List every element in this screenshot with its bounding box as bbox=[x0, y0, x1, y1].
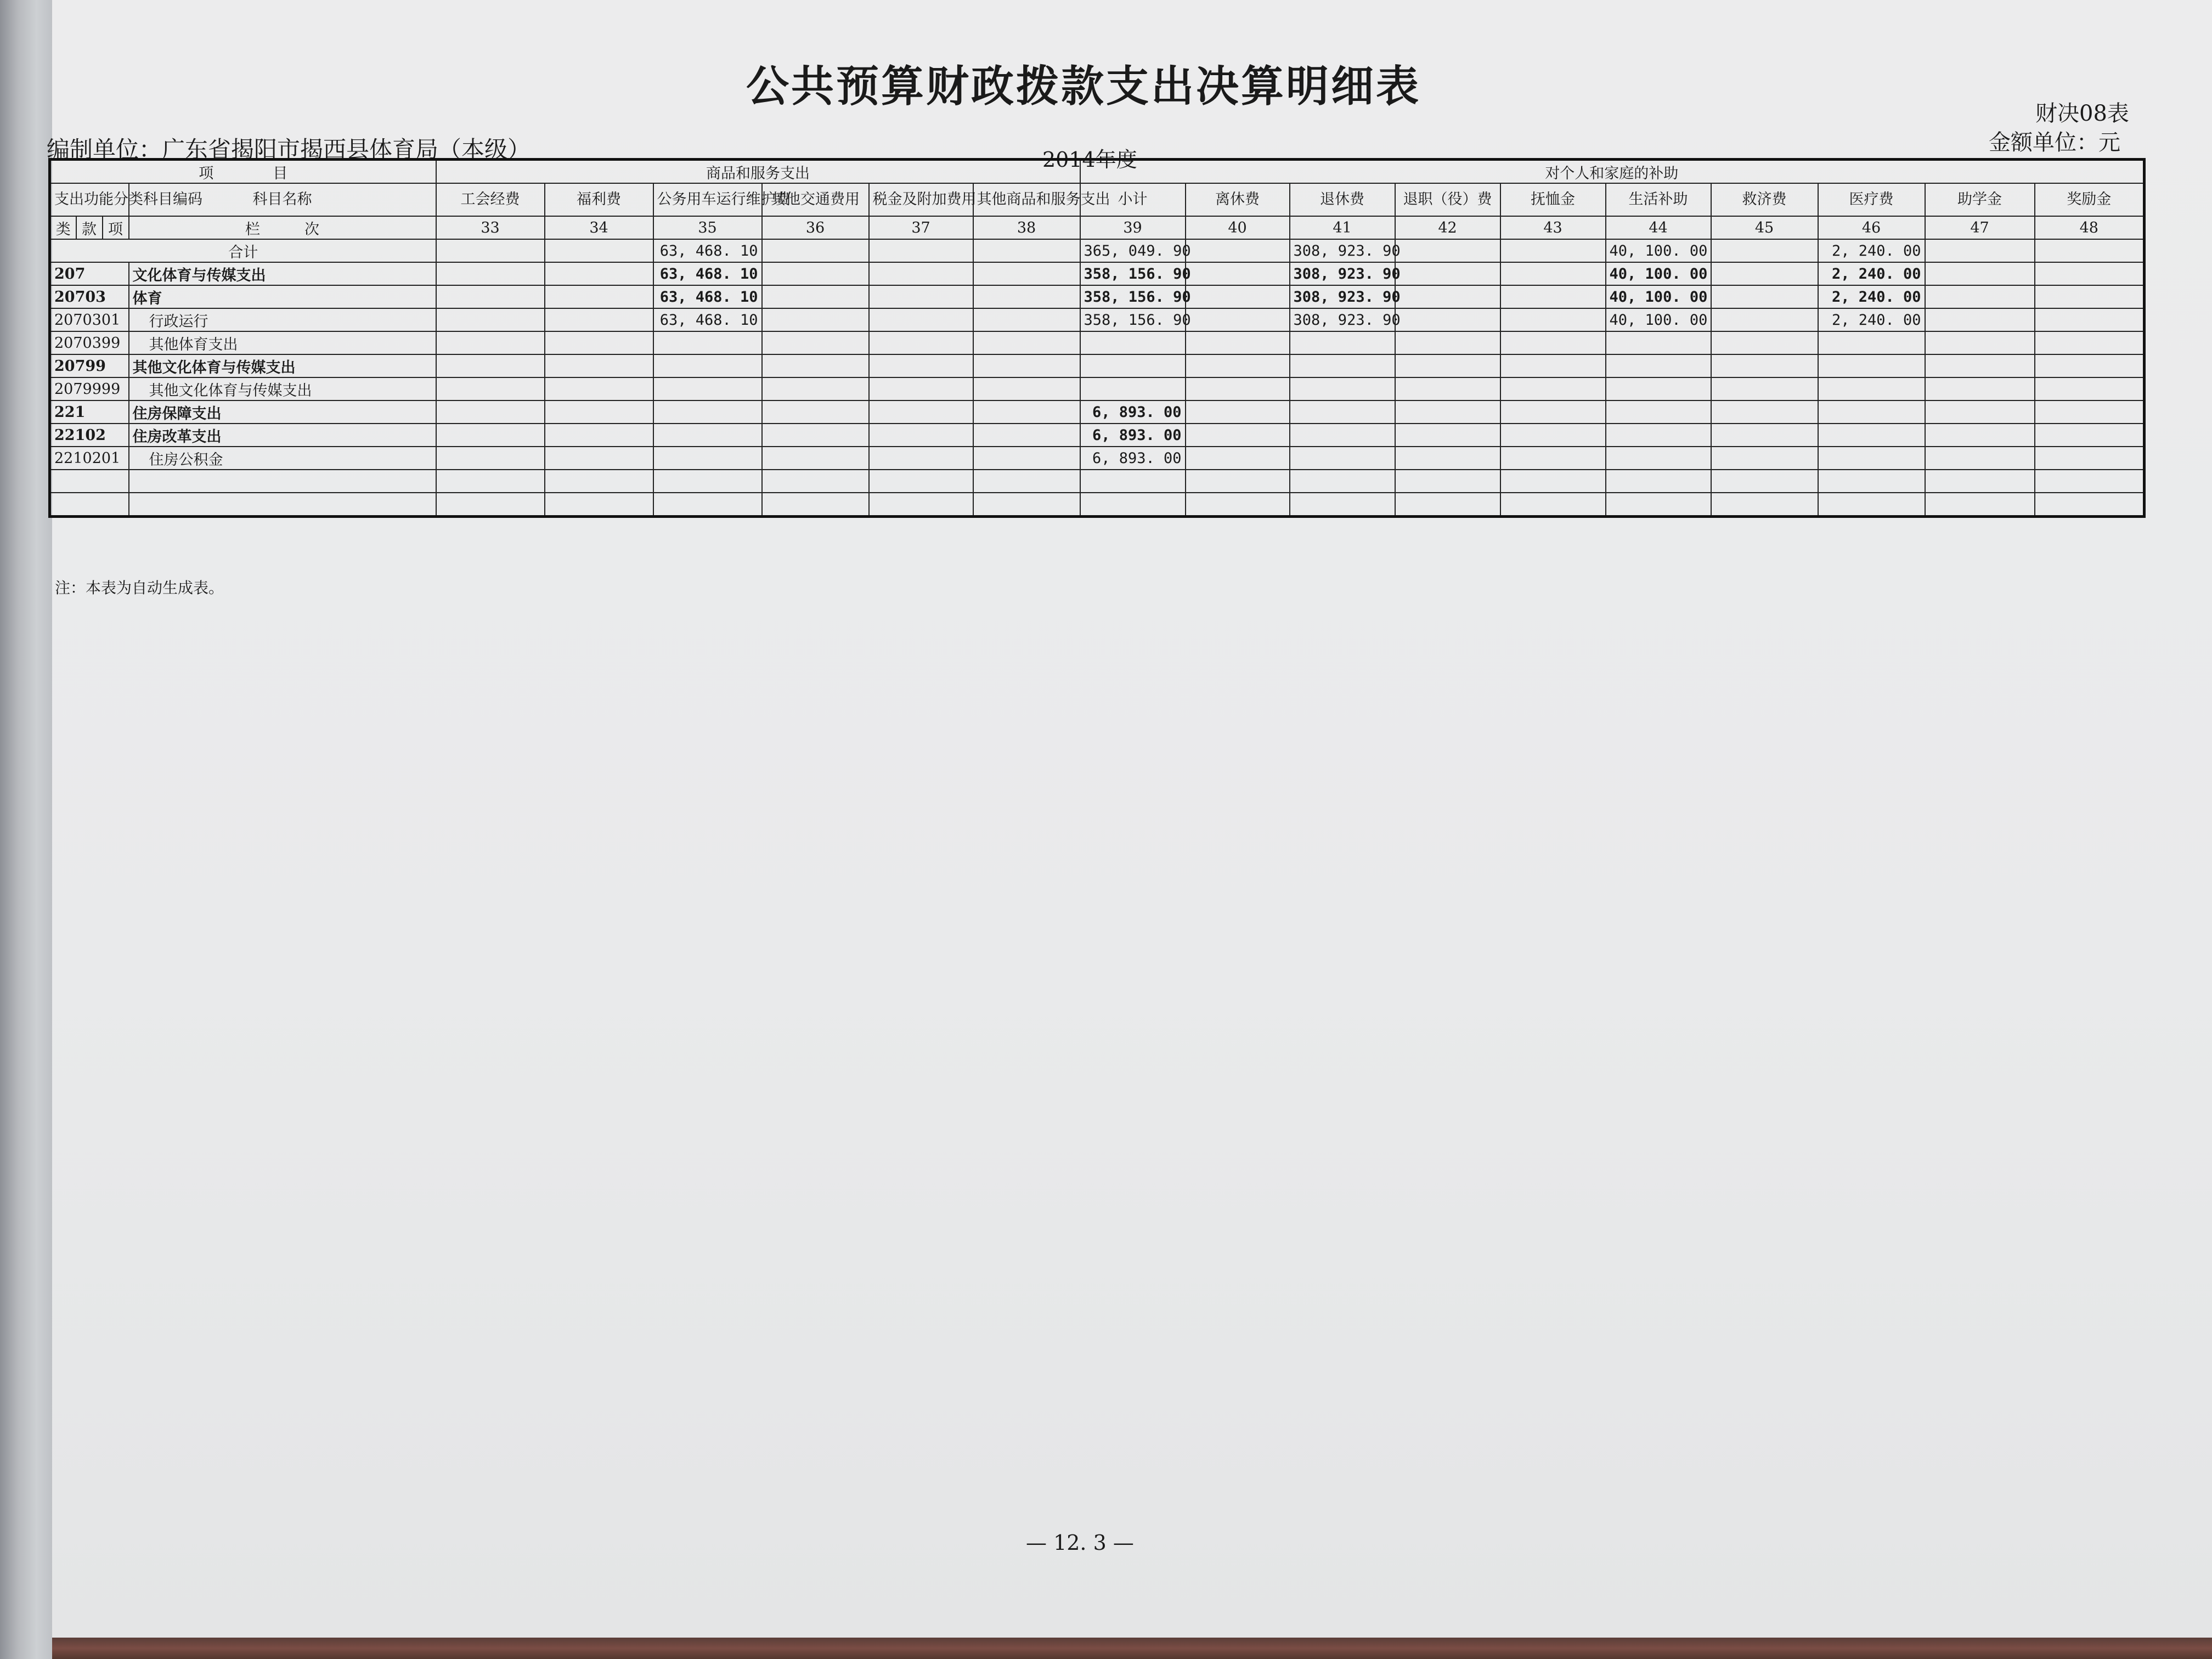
amount-cell bbox=[973, 447, 1080, 470]
amount-cell: 365, 049. 90 bbox=[1080, 239, 1186, 262]
amount-cell bbox=[1500, 354, 1606, 377]
column-number: 40 bbox=[1186, 216, 1290, 239]
amount-cell bbox=[1925, 493, 2035, 517]
amount-cell bbox=[1395, 377, 1500, 400]
amount-cell bbox=[1606, 424, 1711, 447]
amount-cell bbox=[545, 262, 653, 285]
amount-cell bbox=[436, 285, 545, 308]
column-header: 退职（役）费 bbox=[1395, 183, 1500, 216]
amount-cell: 40, 100. 00 bbox=[1606, 262, 1711, 285]
project-header: 项 目 bbox=[50, 160, 436, 184]
amount-cell bbox=[762, 493, 869, 517]
amount-cell bbox=[1395, 262, 1500, 285]
amount-cell bbox=[436, 493, 545, 517]
page-title: 公共预算财政拨款支出决算明细表 bbox=[746, 61, 1421, 111]
amount-cell bbox=[2035, 331, 2145, 354]
amount-cell bbox=[1186, 331, 1290, 354]
amount-cell bbox=[1925, 331, 2035, 354]
amount-cell bbox=[869, 354, 973, 377]
amount-cell bbox=[545, 424, 653, 447]
amount-cell: 63, 468. 10 bbox=[653, 262, 762, 285]
amount-cell bbox=[1395, 424, 1500, 447]
amount-cell bbox=[1500, 447, 1606, 470]
amount-cell bbox=[436, 354, 545, 377]
table-row bbox=[50, 239, 2145, 262]
amount-cell bbox=[1711, 447, 1818, 470]
amount-cell bbox=[973, 400, 1080, 424]
amount-cell bbox=[1925, 239, 2035, 262]
amount-cell bbox=[762, 262, 869, 285]
table-row bbox=[50, 447, 2145, 470]
table-row bbox=[50, 331, 2145, 354]
subject-code: 2079999 bbox=[50, 377, 129, 400]
amount-cell bbox=[1290, 424, 1395, 447]
amount-cell bbox=[2035, 424, 2145, 447]
amount-cell bbox=[762, 285, 869, 308]
amount-cell bbox=[762, 331, 869, 354]
amount-cell bbox=[545, 308, 653, 331]
amount-cell bbox=[1395, 447, 1500, 470]
personal-subsidy-header: 对个人和家庭的补助 bbox=[1080, 160, 2145, 184]
amount-cell bbox=[545, 470, 653, 493]
amount-cell bbox=[1395, 308, 1500, 331]
row-label: 合计 bbox=[50, 239, 436, 262]
amount-cell: 2, 240. 00 bbox=[1818, 308, 1925, 331]
amount-cell bbox=[653, 424, 762, 447]
amount-cell bbox=[762, 377, 869, 400]
amount-cell bbox=[762, 354, 869, 377]
amount-cell bbox=[1290, 470, 1395, 493]
subject-code: 207 bbox=[50, 262, 129, 285]
amount-cell bbox=[1711, 285, 1818, 308]
amount-cell bbox=[1186, 354, 1290, 377]
amount-cell bbox=[1818, 493, 1925, 517]
amount-cell bbox=[762, 400, 869, 424]
column-number: 45 bbox=[1711, 216, 1818, 239]
amount-cell bbox=[653, 470, 762, 493]
column-number: 41 bbox=[1290, 216, 1395, 239]
subject-code: 2070301 bbox=[50, 308, 129, 331]
amount-cell bbox=[762, 424, 869, 447]
subject-name bbox=[129, 470, 436, 493]
amount-cell bbox=[1606, 493, 1711, 517]
amount-cell bbox=[1080, 470, 1186, 493]
subject-code: 2210201 bbox=[50, 447, 129, 470]
amount-cell bbox=[1711, 470, 1818, 493]
amount-cell bbox=[436, 447, 545, 470]
amount-cell bbox=[1186, 285, 1290, 308]
amount-cell bbox=[545, 239, 653, 262]
amount-cell: 40, 100. 00 bbox=[1606, 285, 1711, 308]
amount-cell bbox=[545, 377, 653, 400]
amount-cell bbox=[1186, 424, 1290, 447]
amount-cell bbox=[1290, 493, 1395, 517]
amount-cell bbox=[973, 493, 1080, 517]
amount-cell bbox=[1290, 331, 1395, 354]
amount-cell bbox=[2035, 400, 2145, 424]
amount-cell bbox=[1711, 308, 1818, 331]
amount-cell bbox=[1818, 377, 1925, 400]
column-number: 35 bbox=[653, 216, 762, 239]
amount-cell: 2, 240. 00 bbox=[1818, 262, 1925, 285]
amount-cell bbox=[1711, 493, 1818, 517]
table-row bbox=[50, 354, 2145, 377]
amount-cell bbox=[1925, 470, 2035, 493]
amount-cell bbox=[1186, 493, 1290, 517]
org-label: 编制单位：广东省揭阳市揭西县体育局（本级） bbox=[47, 136, 531, 163]
subject-name: 住房改革支出 bbox=[129, 424, 436, 447]
amount-cell bbox=[973, 377, 1080, 400]
amount-cell bbox=[436, 470, 545, 493]
amount-cell bbox=[869, 377, 973, 400]
amount-cell: 358, 156. 90 bbox=[1080, 308, 1186, 331]
expenditure-table bbox=[48, 158, 2146, 518]
amount-cell bbox=[1606, 400, 1711, 424]
amount-cell bbox=[653, 400, 762, 424]
amount-cell bbox=[436, 239, 545, 262]
amount-cell bbox=[1925, 377, 2035, 400]
amount-cell bbox=[1395, 400, 1500, 424]
amount-cell bbox=[653, 493, 762, 517]
subject-code: 20703 bbox=[50, 285, 129, 308]
subject-code: 2070399 bbox=[50, 331, 129, 354]
amount-cell bbox=[1818, 331, 1925, 354]
lanci-header: 栏 次 bbox=[129, 216, 436, 239]
amount-cell bbox=[1186, 377, 1290, 400]
amount-cell bbox=[1711, 331, 1818, 354]
amount-cell bbox=[1711, 400, 1818, 424]
amount-cell bbox=[1818, 447, 1925, 470]
amount-cell bbox=[1395, 470, 1500, 493]
amount-cell bbox=[1186, 262, 1290, 285]
amount-cell bbox=[545, 285, 653, 308]
amount-cell bbox=[973, 470, 1080, 493]
amount-cell bbox=[2035, 377, 2145, 400]
subject-code: 221 bbox=[50, 400, 129, 424]
column-header: 退休费 bbox=[1290, 183, 1395, 216]
amount-cell bbox=[1925, 447, 2035, 470]
amount-cell bbox=[869, 239, 973, 262]
amount-cell bbox=[1186, 447, 1290, 470]
amount-cell bbox=[1395, 493, 1500, 517]
amount-cell bbox=[1186, 400, 1290, 424]
table-row bbox=[50, 308, 2145, 331]
amount-cell bbox=[1818, 400, 1925, 424]
goods-services-header: 商品和服务支出 bbox=[436, 160, 1080, 184]
amount-cell bbox=[973, 424, 1080, 447]
amount-cell bbox=[653, 447, 762, 470]
amount-cell bbox=[1290, 400, 1395, 424]
amount-cell bbox=[1500, 377, 1606, 400]
subject-code bbox=[50, 470, 129, 493]
book-binding bbox=[0, 0, 52, 1659]
table-row bbox=[50, 424, 2145, 447]
amount-cell bbox=[1080, 331, 1186, 354]
amount-cell bbox=[436, 262, 545, 285]
amount-cell bbox=[869, 262, 973, 285]
column-header: 税金及附加费用 bbox=[869, 183, 973, 216]
amount-cell bbox=[545, 447, 653, 470]
lei-header: 类 bbox=[50, 216, 76, 239]
column-header: 工会经费 bbox=[436, 183, 545, 216]
amount-cell bbox=[653, 377, 762, 400]
amount-cell bbox=[1500, 424, 1606, 447]
amount-cell: 6, 893. 00 bbox=[1080, 447, 1186, 470]
column-header: 医疗费 bbox=[1818, 183, 1925, 216]
form-number: 财决08表 bbox=[2035, 101, 2129, 126]
column-header: 其他交通费用 bbox=[762, 183, 869, 216]
amount-cell bbox=[2035, 285, 2145, 308]
amount-cell bbox=[1186, 239, 1290, 262]
amount-cell bbox=[973, 331, 1080, 354]
amount-cell bbox=[1080, 354, 1186, 377]
amount-cell: 63, 468. 10 bbox=[653, 285, 762, 308]
column-header: 公务用车运行维护费 bbox=[653, 183, 762, 216]
subject-name: 文化体育与传媒支出 bbox=[129, 262, 436, 285]
amount-cell: 308, 923. 90 bbox=[1290, 262, 1395, 285]
table-row bbox=[50, 493, 2145, 517]
column-number: 37 bbox=[869, 216, 973, 239]
amount-cell bbox=[436, 424, 545, 447]
amount-cell bbox=[436, 377, 545, 400]
amount-cell bbox=[869, 308, 973, 331]
amount-cell bbox=[1395, 285, 1500, 308]
amount-cell bbox=[1711, 354, 1818, 377]
amount-cell bbox=[1606, 331, 1711, 354]
amount-cell bbox=[653, 331, 762, 354]
xiang-header: 项 bbox=[103, 216, 129, 239]
amount-cell bbox=[1925, 285, 2035, 308]
amount-cell bbox=[1606, 354, 1711, 377]
column-header: 奖励金 bbox=[2035, 183, 2145, 216]
amount-cell bbox=[762, 308, 869, 331]
amount-cell bbox=[2035, 447, 2145, 470]
amount-cell bbox=[869, 470, 973, 493]
column-number: 46 bbox=[1818, 216, 1925, 239]
amount-cell bbox=[2035, 470, 2145, 493]
amount-cell bbox=[1500, 262, 1606, 285]
amount-cell: 40, 100. 00 bbox=[1606, 239, 1711, 262]
amount-cell bbox=[973, 308, 1080, 331]
amount-cell bbox=[1925, 400, 2035, 424]
column-number: 43 bbox=[1500, 216, 1606, 239]
subject-name bbox=[129, 493, 436, 517]
page-number: — 12. 3 — bbox=[1026, 1531, 1134, 1555]
amount-cell bbox=[436, 308, 545, 331]
amount-cell: 358, 156. 90 bbox=[1080, 262, 1186, 285]
amount-cell bbox=[762, 447, 869, 470]
column-number: 34 bbox=[545, 216, 653, 239]
amount-cell bbox=[973, 239, 1080, 262]
column-number: 44 bbox=[1606, 216, 1711, 239]
subject-code: 20799 bbox=[50, 354, 129, 377]
subject-name: 体育 bbox=[129, 285, 436, 308]
amount-cell bbox=[1290, 447, 1395, 470]
amount-cell bbox=[1500, 470, 1606, 493]
amount-cell bbox=[1606, 470, 1711, 493]
column-header: 生活补助 bbox=[1606, 183, 1711, 216]
amount-cell bbox=[973, 262, 1080, 285]
amount-cell bbox=[1818, 354, 1925, 377]
table-row bbox=[50, 285, 2145, 308]
amount-cell: 63, 468. 10 bbox=[653, 239, 762, 262]
amount-cell bbox=[436, 400, 545, 424]
amount-cell bbox=[1290, 377, 1395, 400]
column-number: 33 bbox=[436, 216, 545, 239]
amount-cell bbox=[1925, 308, 2035, 331]
amount-cell bbox=[545, 354, 653, 377]
amount-cell: 358, 156. 90 bbox=[1080, 285, 1186, 308]
amount-cell bbox=[1925, 424, 2035, 447]
amount-cell bbox=[973, 354, 1080, 377]
amount-cell bbox=[1500, 331, 1606, 354]
amount-cell bbox=[2035, 354, 2145, 377]
amount-cell bbox=[1818, 470, 1925, 493]
column-number: 47 bbox=[1925, 216, 2035, 239]
amount-cell bbox=[1711, 377, 1818, 400]
desk-surface bbox=[52, 1638, 2212, 1659]
amount-cell bbox=[1395, 239, 1500, 262]
amount-cell bbox=[1290, 354, 1395, 377]
subject-name: 其他体育支出 bbox=[129, 331, 436, 354]
amount-cell bbox=[653, 354, 762, 377]
subject-name: 其他文化体育与传媒支出 bbox=[129, 377, 436, 400]
amount-cell bbox=[869, 447, 973, 470]
table-note: 注：本表为自动生成表。 bbox=[55, 579, 224, 597]
subject-name: 住房公积金 bbox=[129, 447, 436, 470]
amount-cell bbox=[1500, 400, 1606, 424]
amount-cell: 308, 923. 90 bbox=[1290, 308, 1395, 331]
amount-cell bbox=[436, 331, 545, 354]
amount-cell: 6, 893. 00 bbox=[1080, 424, 1186, 447]
amount-cell: 40, 100. 00 bbox=[1606, 308, 1711, 331]
amount-cell: 63, 468. 10 bbox=[653, 308, 762, 331]
unit-label: 金额单位：元 bbox=[1989, 130, 2120, 155]
amount-cell bbox=[869, 493, 973, 517]
amount-cell bbox=[1711, 262, 1818, 285]
column-header: 其他商品和服务支出 bbox=[973, 183, 1080, 216]
amount-cell bbox=[545, 400, 653, 424]
subject-code bbox=[50, 493, 129, 517]
subject-name: 住房保障支出 bbox=[129, 400, 436, 424]
amount-cell: 2, 240. 00 bbox=[1818, 285, 1925, 308]
amount-cell bbox=[1500, 493, 1606, 517]
amount-cell bbox=[545, 493, 653, 517]
column-header: 福利费 bbox=[545, 183, 653, 216]
amount-cell bbox=[1395, 331, 1500, 354]
amount-cell bbox=[1186, 308, 1290, 331]
amount-cell bbox=[1606, 377, 1711, 400]
amount-cell bbox=[1925, 354, 2035, 377]
amount-cell bbox=[869, 424, 973, 447]
column-header: 救济费 bbox=[1711, 183, 1818, 216]
column-number: 48 bbox=[2035, 216, 2145, 239]
amount-cell bbox=[1818, 424, 1925, 447]
subject-name: 行政运行 bbox=[129, 308, 436, 331]
column-header: 抚恤金 bbox=[1500, 183, 1606, 216]
amount-cell bbox=[1711, 424, 1818, 447]
amount-cell bbox=[1500, 239, 1606, 262]
amount-cell bbox=[1080, 377, 1186, 400]
amount-cell bbox=[1500, 308, 1606, 331]
column-number: 38 bbox=[973, 216, 1080, 239]
amount-cell bbox=[1186, 470, 1290, 493]
amount-cell bbox=[869, 400, 973, 424]
fiscal-year: 2014年度 bbox=[1042, 148, 1137, 172]
column-number: 42 bbox=[1395, 216, 1500, 239]
amount-cell bbox=[545, 331, 653, 354]
amount-cell bbox=[1711, 239, 1818, 262]
amount-cell bbox=[869, 331, 973, 354]
amount-cell bbox=[1606, 447, 1711, 470]
table-row bbox=[50, 470, 2145, 493]
column-header: 离休费 bbox=[1186, 183, 1290, 216]
amount-cell bbox=[2035, 239, 2145, 262]
table-row bbox=[50, 377, 2145, 400]
amount-cell bbox=[762, 239, 869, 262]
column-header: 助学金 bbox=[1925, 183, 2035, 216]
column-header: 小计 bbox=[1080, 183, 1186, 216]
table-row bbox=[50, 262, 2145, 285]
kuan-header: 款 bbox=[76, 216, 103, 239]
name-header: 科目名称 bbox=[129, 183, 436, 216]
subject-name: 其他文化体育与传媒支出 bbox=[129, 354, 436, 377]
amount-cell bbox=[1395, 354, 1500, 377]
amount-cell bbox=[2035, 493, 2145, 517]
subject-code: 22102 bbox=[50, 424, 129, 447]
amount-cell bbox=[1080, 493, 1186, 517]
amount-cell bbox=[869, 285, 973, 308]
amount-cell: 6, 893. 00 bbox=[1080, 400, 1186, 424]
amount-cell bbox=[2035, 308, 2145, 331]
column-number: 36 bbox=[762, 216, 869, 239]
column-number: 39 bbox=[1080, 216, 1186, 239]
amount-cell bbox=[973, 285, 1080, 308]
amount-cell: 308, 923. 90 bbox=[1290, 239, 1395, 262]
amount-cell bbox=[2035, 262, 2145, 285]
amount-cell bbox=[762, 470, 869, 493]
code-header: 支出功能分类科目编码 bbox=[50, 183, 129, 216]
amount-cell bbox=[1500, 285, 1606, 308]
table-row bbox=[50, 400, 2145, 424]
amount-cell: 308, 923. 90 bbox=[1290, 285, 1395, 308]
amount-cell: 2, 240. 00 bbox=[1818, 239, 1925, 262]
amount-cell bbox=[1925, 262, 2035, 285]
